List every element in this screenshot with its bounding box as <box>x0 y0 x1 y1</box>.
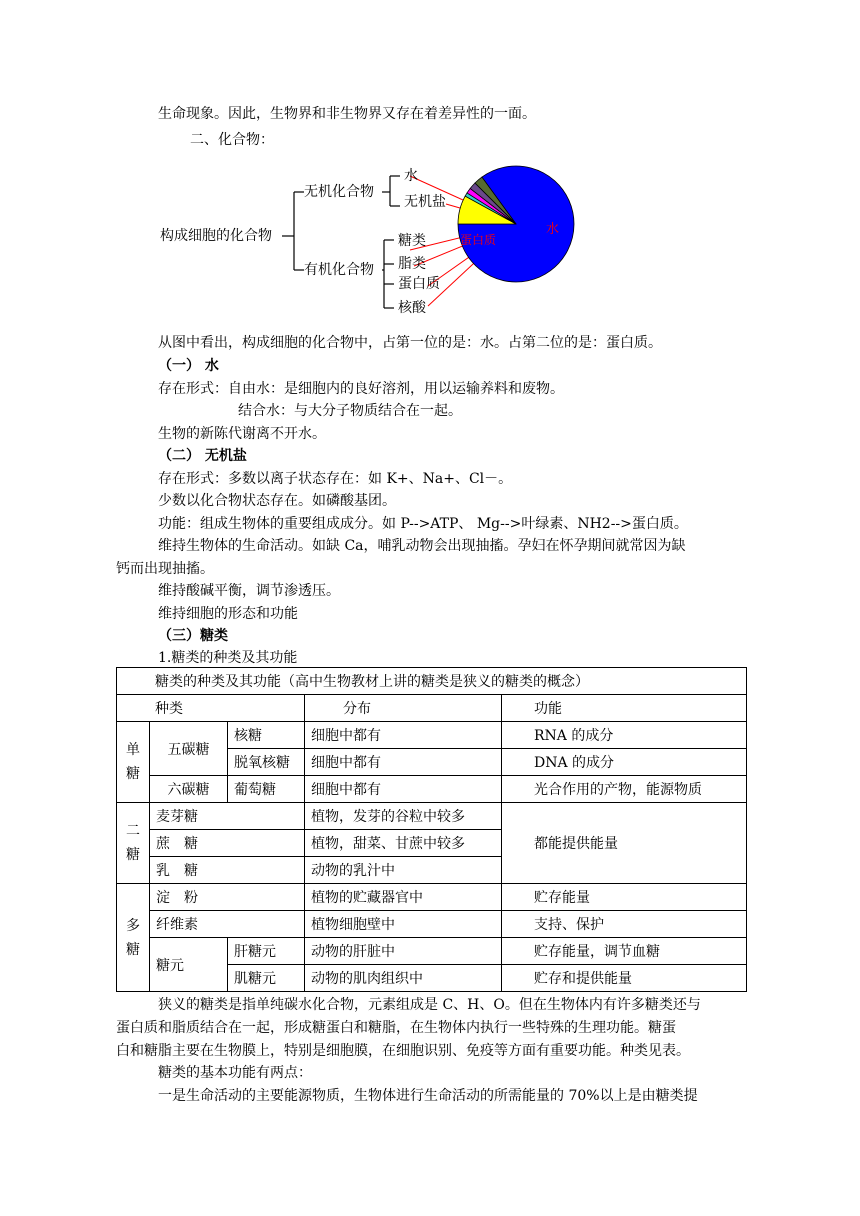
text-line: 维持细胞的形态和功能 <box>158 606 298 622</box>
group-poly: 多糖 <box>117 884 150 992</box>
group-di: 二糖 <box>117 803 150 884</box>
table-row <box>117 722 747 749</box>
table-row <box>117 776 747 803</box>
header-function: 功能 <box>502 695 747 722</box>
header-distribution: 分布 <box>305 695 502 722</box>
text-line: 蛋白质和脂质结合在一起，形成糖蛋白和糖脂，在生物体内执行一些特殊的生理功能。糖蛋 <box>116 1020 676 1036</box>
text-line: 存在形式：自由水：是细胞内的良好溶剂，用以运输养料和废物。 <box>158 381 564 397</box>
diagram-protein-label: 蛋白质 <box>398 276 440 292</box>
cell-function: 光合作用的产物，能源物质 <box>502 776 747 803</box>
text-line: 少数以化合物状态存在。如磷酸基团。 <box>158 493 396 509</box>
cell-function: 贮存能量，调节血糖 <box>502 938 747 965</box>
table-caption-row <box>117 668 747 695</box>
cell-function: 都能提供能量 <box>502 803 747 884</box>
cell-name: 脱氧核糖 <box>228 749 305 776</box>
diagram-inorganic-label: 无机化合物 <box>304 184 374 200</box>
text-line: 生物的新陈代谢离不开水。 <box>158 426 326 442</box>
cell-function: 贮存能量 <box>502 884 747 911</box>
diagram-sugar-label: 糖类 <box>398 233 426 249</box>
cell-distribution: 动物的肝脏中 <box>305 938 502 965</box>
cell-function: 贮存和提供能量 <box>502 965 747 992</box>
section-heading-sugar: （三）糖类 <box>158 628 228 644</box>
diagram-organic-label: 有机化合物 <box>304 262 374 278</box>
text-line: 糖类的基本功能有两点： <box>158 1065 312 1081</box>
section-heading-compounds: 二、化合物： <box>190 132 274 148</box>
cell-function: 支持、保护 <box>502 911 747 938</box>
cell-glycogen: 糖元 <box>150 938 228 992</box>
table-row <box>117 884 747 911</box>
pie-water-label: 水 <box>546 222 560 237</box>
text-line: 白和糖脂主要在生物膜上，特别是细胞膜，在细胞识别、免疫等方面有重要功能。种类见表。 <box>116 1043 690 1059</box>
text-line: 生命现象。因此，生物界和非生物界又存在着差异性的一面。 <box>158 106 536 122</box>
group-mono: 单糖 <box>117 722 150 803</box>
cell-name: 核糖 <box>228 722 305 749</box>
table-row <box>117 938 747 965</box>
cell-name: 淀 粉 <box>150 884 305 911</box>
cell-distribution: 细胞中都有 <box>305 776 502 803</box>
cell-name: 麦芽糖 <box>150 803 305 830</box>
cell-name: 蔗 糖 <box>150 830 305 857</box>
text-line: 从图中看出，构成细胞的化合物中，占第一位的是：水。占第二位的是：蛋白质。 <box>158 335 662 351</box>
section-heading-salt: （二） 无机盐 <box>158 448 247 464</box>
cell-distribution: 植物，发芽的谷粒中较多 <box>305 803 502 830</box>
cell-name: 乳 糖 <box>150 857 305 884</box>
text-line: 存在形式：多数以离子状态存在：如 K+、Na+、Cl－。 <box>158 471 513 487</box>
table-caption: 糖类的种类及其功能（高中生物教材上讲的糖类是狭义的糖类的概念） <box>117 668 747 695</box>
cell-distribution: 植物，甜菜、甘蔗中较多 <box>305 830 502 857</box>
text-line: 钙而出现抽搐。 <box>116 561 214 577</box>
cell-distribution: 细胞中都有 <box>305 749 502 776</box>
cell-name: 葡萄糖 <box>228 776 305 803</box>
cell-distribution: 植物的贮藏器官中 <box>305 884 502 911</box>
table-row <box>117 911 747 938</box>
text-line: 结合水：与大分子物质结合在一起。 <box>238 403 462 419</box>
section-heading-water: （一） 水 <box>158 358 219 374</box>
table-header-row <box>117 695 747 722</box>
diagram-water-label: 水 <box>404 168 418 184</box>
cell-function: DNA 的成分 <box>502 749 747 776</box>
text-line: 维持生物体的生命活动。如缺 Ca，哺乳动物会出现抽搐。孕妇在怀孕期间就常因为缺 <box>158 538 686 554</box>
diagram-nucleic-label: 核酸 <box>398 300 426 316</box>
header-kind: 种类 <box>117 695 305 722</box>
cell-distribution: 细胞中都有 <box>305 722 502 749</box>
cell-pentose: 五碳糖 <box>150 722 228 776</box>
text-line: 功能：组成生物体的重要组成成分。如 P-->ATP、 Mg-->叶绿素、NH2-->蛋白质。 <box>158 516 688 532</box>
text-line: 狭义的糖类是指单纯碳水化合物，元素组成是 C、H、O。但在生物体内有许多糖类还与 <box>158 997 701 1013</box>
diagram-root-label: 构成细胞的化合物 <box>160 228 272 244</box>
pie-protein-label: 蛋白质 <box>460 233 497 247</box>
cell-name: 纤维素 <box>150 911 305 938</box>
diagram-salt-label: 无机盐 <box>404 194 446 210</box>
cell-distribution: 动物的乳汁中 <box>305 857 502 884</box>
text-line: 1.糖类的种类及其功能 <box>158 650 298 666</box>
cell-name: 肝糖元 <box>228 938 305 965</box>
cell-hexose: 六碳糖 <box>150 776 228 803</box>
cell-distribution: 动物的肌肉组织中 <box>305 965 502 992</box>
cell-name: 肌糖元 <box>228 965 305 992</box>
cell-distribution: 植物细胞壁中 <box>305 911 502 938</box>
cell-function: RNA 的成分 <box>502 722 747 749</box>
sugar-table <box>116 667 747 992</box>
text-line: 一是生命活动的主要能源物质，生物体进行生命活动的所需能量的 70%以上是由糖类提 <box>158 1088 698 1104</box>
table-row <box>117 803 747 830</box>
text-line: 维持酸碱平衡，调节渗透压。 <box>158 583 340 599</box>
diagram-lipid-label: 脂类 <box>398 256 426 272</box>
compound-diagram <box>158 158 598 324</box>
